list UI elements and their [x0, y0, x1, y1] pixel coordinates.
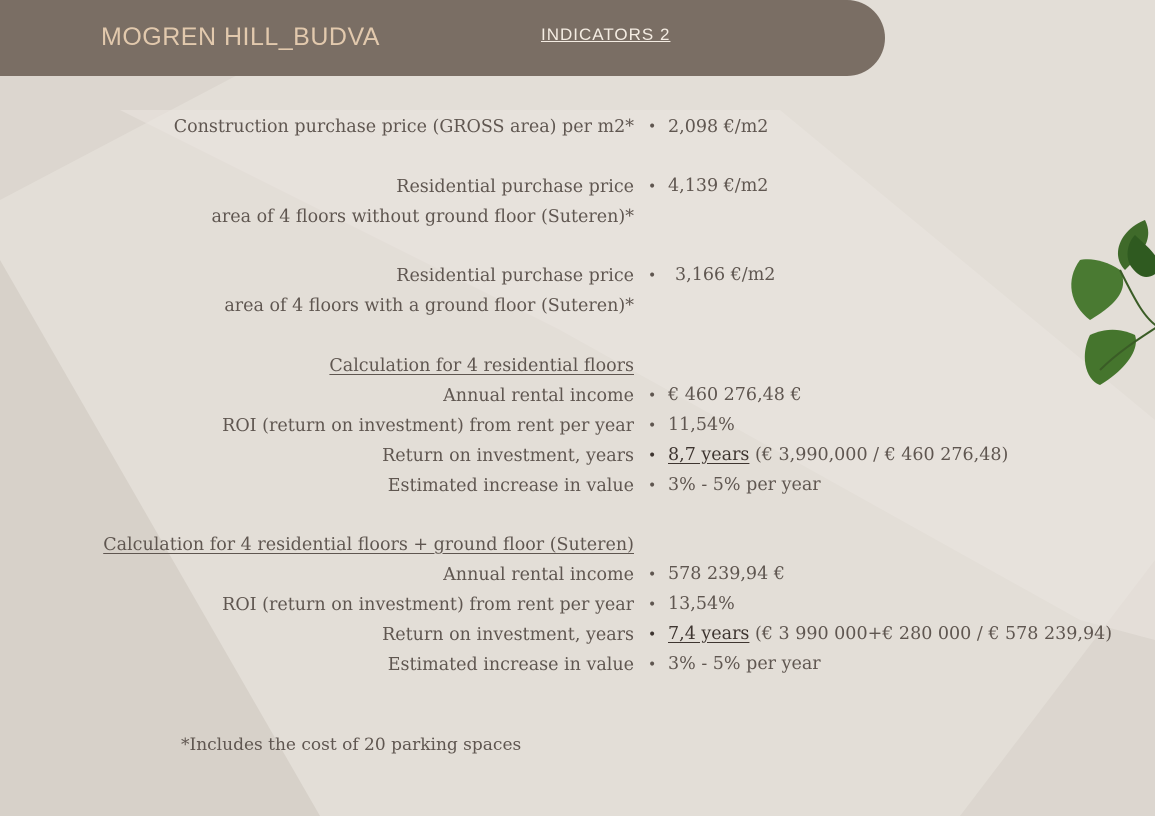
res-no-ground-label-1: Residential purchase price — [396, 177, 634, 197]
bullet: • — [648, 388, 657, 404]
calc1-increase-value: 3% - 5% per year — [668, 475, 821, 495]
bullet: • — [648, 657, 657, 673]
bullet: • — [648, 478, 657, 494]
calc1-rental-label: Annual rental income — [443, 386, 634, 406]
brand-title: MOGREN HILL_BUDVA — [101, 23, 380, 51]
res-no-ground-label-2: area of 4 floors without ground floor (Suteren)* — [211, 207, 634, 227]
res-ground-value: 3,166 €/m2 — [675, 265, 776, 285]
section-title: INDICATORS 2 — [541, 25, 671, 44]
calc2-increase-value: 3% - 5% per year — [668, 654, 821, 674]
footnote: *Includes the cost of 20 parking spaces — [181, 735, 522, 755]
calc2-rental-label: Annual rental income — [443, 565, 634, 585]
header-bar — [0, 0, 885, 76]
calc1-roi-label: ROI (return on investment) from rent per year — [222, 416, 634, 436]
calc2-roi-label: ROI (return on investment) from rent per year — [222, 595, 634, 615]
bullet: • — [648, 567, 657, 583]
construction-label: Construction purchase price (GROSS area) per m2* — [173, 117, 634, 137]
calc2-return-years: 7,4 years — [668, 624, 750, 644]
calc2-return-label: Return on investment, years — [382, 625, 634, 645]
calc2-return-detail: (€ 3 990 000+€ 280 000 / € 578 239,94) — [749, 624, 1113, 644]
calc1-return-years: 8,7 years — [668, 445, 750, 465]
calc1-return-label: Return on investment, years — [382, 446, 634, 466]
calc1-roi-value: 11,54% — [668, 415, 735, 435]
bullet: • — [648, 597, 657, 613]
calc1-rental-value: € 460 276,48 € — [668, 385, 802, 405]
bullet: • — [648, 627, 657, 643]
leaf-decoration — [1050, 210, 1155, 390]
res-ground-label-1: Residential purchase price — [396, 266, 634, 286]
calc2-return-value — [668, 624, 1112, 644]
bullet: • — [648, 418, 657, 434]
calc2-increase-label: Estimated increase in value — [387, 655, 634, 675]
calc1-return-value — [668, 445, 1008, 465]
calc2-roi-value: 13,54% — [668, 594, 735, 614]
calc1-return-detail: (€ 3,990,000 / € 460 276,48) — [749, 445, 1009, 465]
calc2-rental-value: 578 239,94 € — [668, 564, 785, 584]
res-ground-label-2: area of 4 floors with a ground floor (Suteren)* — [224, 296, 634, 316]
construction-value: 2,098 €/m2 — [668, 117, 769, 137]
bullet: • — [648, 179, 657, 195]
calc1-increase-label: Estimated increase in value — [387, 476, 634, 496]
bullet: • — [648, 119, 657, 135]
calc2-heading: Calculation for 4 residential floors + ground floor (Suteren) — [103, 535, 634, 555]
bullet: • — [648, 448, 657, 464]
res-no-ground-value: 4,139 €/m2 — [668, 176, 769, 196]
calc1-heading: Calculation for 4 residential floors — [329, 356, 634, 376]
bullet: • — [648, 268, 657, 284]
